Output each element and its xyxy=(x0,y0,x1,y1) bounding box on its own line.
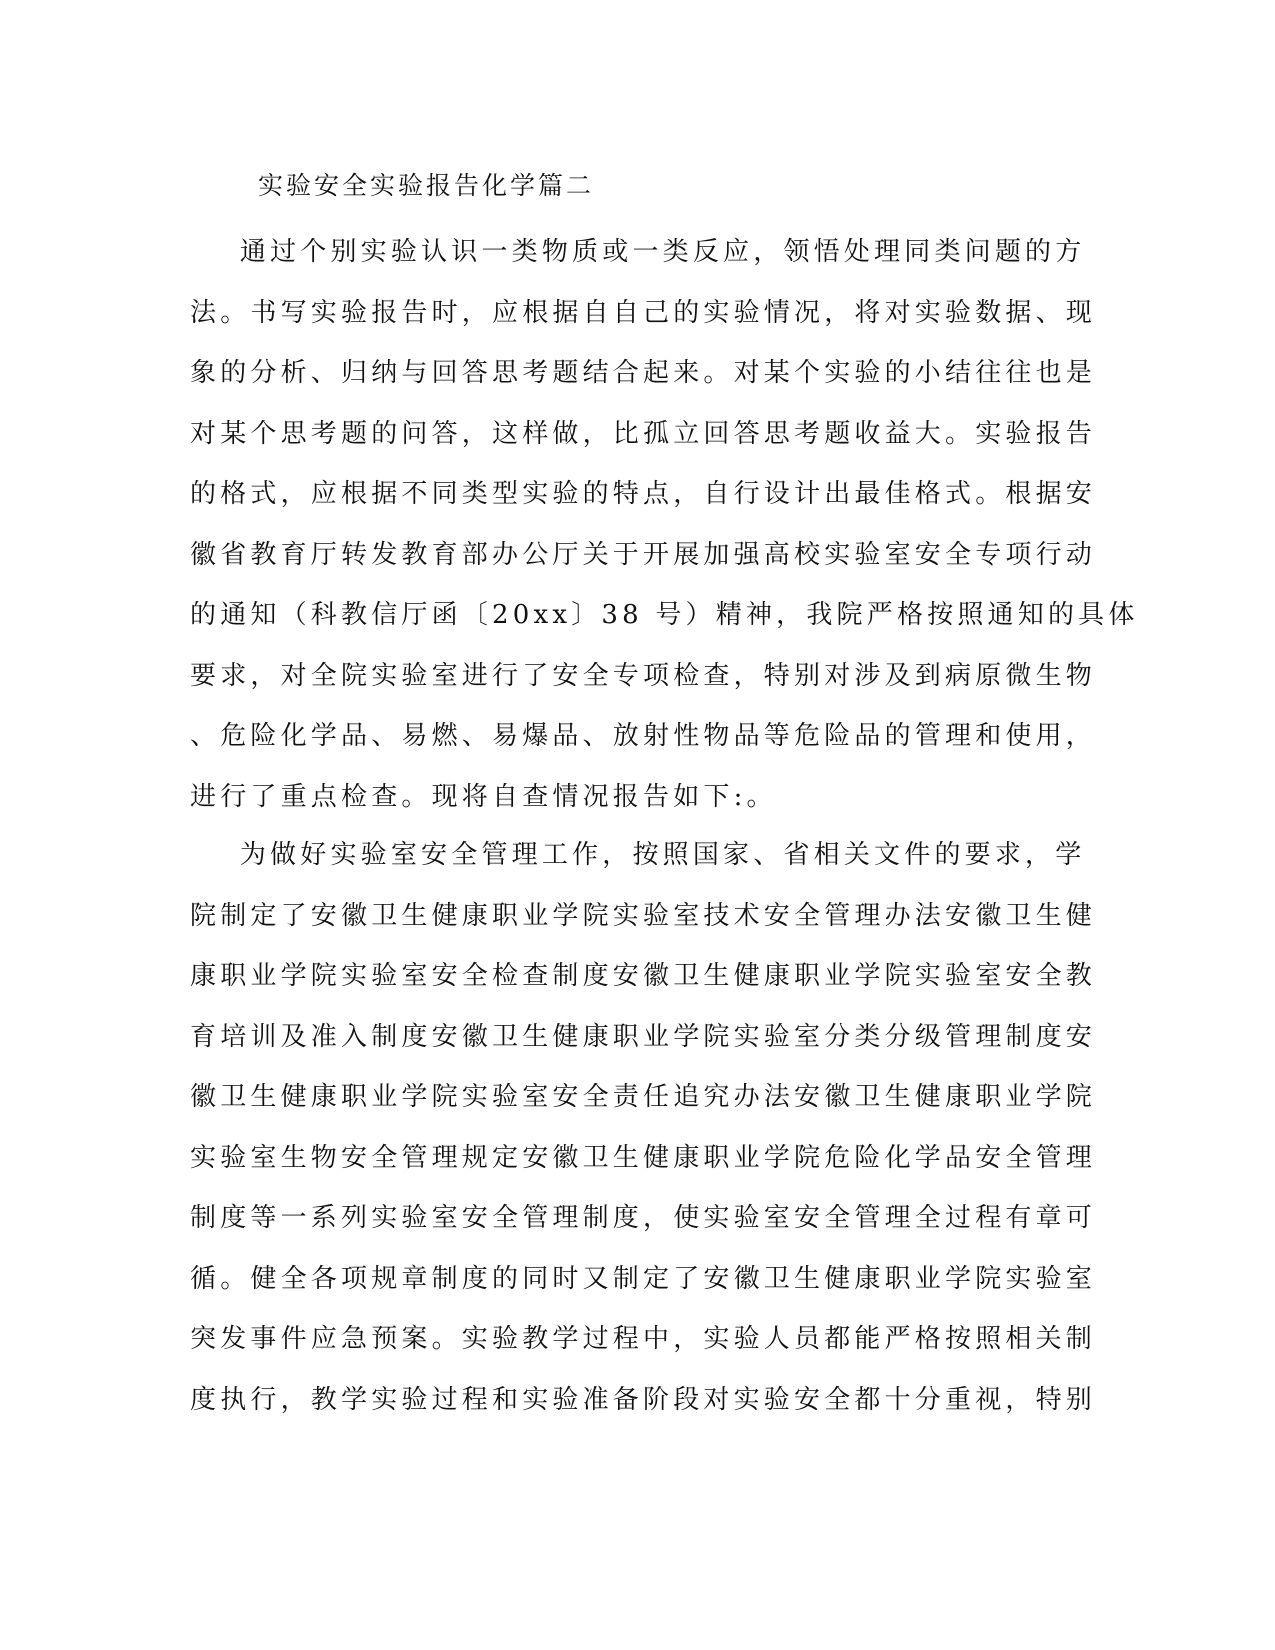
paragraph-1-line: 、危险化学品、易燃、易爆品、放射性物品等危险品的管理和使用， xyxy=(190,721,1097,751)
paragraph-1-line: 象的分析、归纳与回答思考题结合起来。对某个实验的小结往往也是 xyxy=(190,358,1097,388)
paragraph-2 xyxy=(190,825,1097,1430)
document-title: 实验安全实验报告化学篇二 xyxy=(258,171,595,200)
paragraph-2-line: 院制定了安徽卫生健康职业学院实验室技术安全管理办法安徽卫生健 xyxy=(190,900,1097,931)
paragraph-1-line: 的通知（科教信厅函〔20xx〕38 号）精神，我院严格按照通知的具体 xyxy=(190,600,1139,630)
paragraph-1-line: 法。书写实验报告时，应根据自自己的实验情况，将对实验数据、现 xyxy=(190,297,1097,328)
paragraph-2-line: 育培训及准入制度安徽卫生健康职业学院实验室分类分级管理制度安 xyxy=(190,1021,1097,1052)
paragraph-2-line: 康职业学院实验室安全检查制度安徽卫生健康职业学院实验室安全教 xyxy=(190,961,1097,991)
paragraph-1-line: 对某个思考题的问答，这样做，比孤立回答思考题收益大。实验报告 xyxy=(190,418,1097,449)
paragraph-1-line: 的格式，应根据不同类型实验的特点，自行设计出最佳格式。根据安 xyxy=(190,479,1097,509)
paragraph-1 xyxy=(190,222,1139,827)
paragraph-2-line: 为做好实验室安全管理工作，按照国家、省相关文件的要求，学 xyxy=(190,840,1086,870)
paragraph-1-line: 进行了重点检查。现将自查情况报告如下:。 xyxy=(190,781,777,812)
paragraph-2-line: 循。健全各项规章制度的同时又制定了安徽卫生健康职业学院实验室 xyxy=(190,1263,1097,1294)
paragraph-1-line: 通过个别实验认识一类物质或一类反应，领悟处理同类问题的方 xyxy=(190,237,1086,267)
paragraph-1-line: 徽省教育厅转发教育部办公厅关于开展加强高校实验室安全专项行动 xyxy=(190,539,1097,570)
paragraph-1-line: 要求，对全院实验室进行了安全专项检查，特别对涉及到病原微生物 xyxy=(190,660,1097,691)
paragraph-2-line: 度执行，教学实验过程和实验准备阶段对实验安全都十分重视，特别 xyxy=(190,1384,1097,1415)
paragraph-2-line: 制度等一系列实验室安全管理制度，使实验室安全管理全过程有章可 xyxy=(190,1203,1097,1233)
paragraph-2-line: 实验室生物安全管理规定安徽卫生健康职业学院危险化学品安全管理 xyxy=(190,1142,1097,1173)
paragraph-2-line: 突发事件应急预案。实验教学过程中，实验人员都能严格按照相关制 xyxy=(190,1324,1097,1354)
paragraph-2-line: 徽卫生健康职业学院实验室安全责任追究办法安徽卫生健康职业学院 xyxy=(190,1082,1097,1112)
